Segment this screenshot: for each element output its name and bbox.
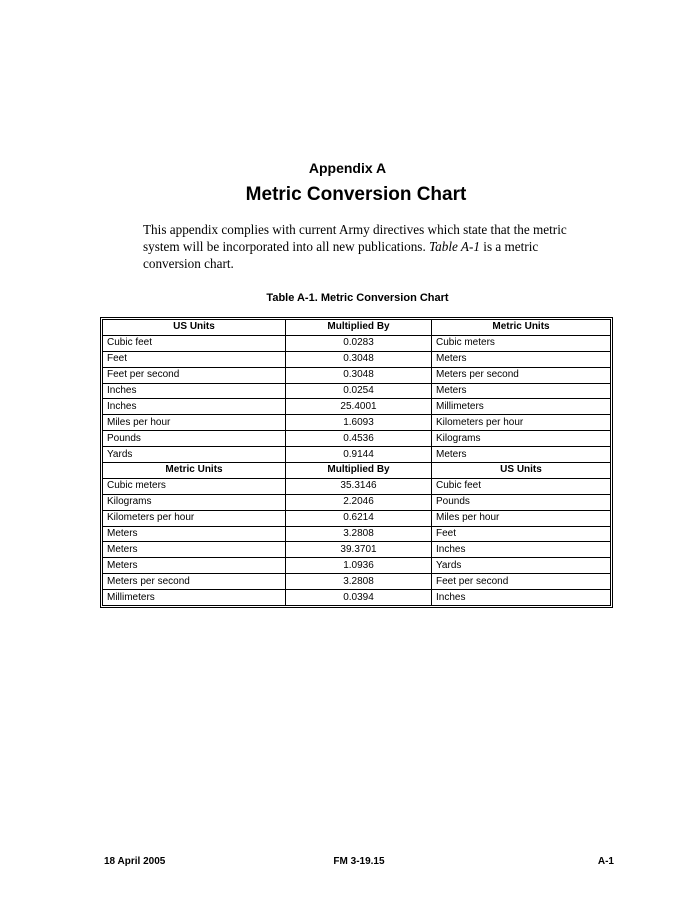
table-cell-to-unit: Inches — [432, 542, 611, 558]
table-cell-to-unit: Feet — [432, 526, 611, 542]
table-cell-from-unit: Meters — [103, 558, 286, 574]
table-row — [103, 399, 611, 415]
table-cell-from-unit: Millimeters — [103, 590, 286, 606]
table-cell-from-unit: Inches — [103, 383, 286, 399]
table-row — [103, 367, 611, 383]
table-cell-to-unit: Kilograms — [432, 431, 611, 447]
table-cell-factor: 0.0283 — [286, 335, 432, 351]
conversion-table-frame — [100, 317, 613, 608]
intro-table-reference: Table A-1 — [429, 239, 480, 254]
table-cell-to-unit: Meters per second — [432, 367, 611, 383]
table-cell-to-unit: Cubic meters — [432, 335, 611, 351]
table-cell-from-unit: Inches — [103, 399, 286, 415]
table-row — [103, 351, 611, 367]
table-cell-factor: 3.2808 — [286, 574, 432, 590]
column-header: US Units — [432, 463, 611, 479]
page-title: Metric Conversion Chart — [245, 184, 467, 205]
table-row — [103, 558, 611, 574]
table-cell-to-unit: Meters — [432, 447, 611, 463]
table-row — [103, 494, 611, 510]
table-cell-factor: 3.2808 — [286, 526, 432, 542]
table-cell-factor: 0.6214 — [286, 510, 432, 526]
table-cell-factor: 0.0254 — [286, 383, 432, 399]
column-header: Metric Units — [432, 320, 611, 336]
table-cell-factor: 1.6093 — [286, 415, 432, 431]
page-footer — [104, 856, 614, 870]
table-cell-factor: 0.3048 — [286, 367, 432, 383]
table-row — [103, 542, 611, 558]
table-cell-to-unit: Cubic feet — [432, 478, 611, 494]
table-cell-factor: 0.4536 — [286, 431, 432, 447]
table-cell-to-unit: Feet per second — [432, 574, 611, 590]
table-cell-from-unit: Meters — [103, 526, 286, 542]
table-cell-to-unit: Miles per hour — [432, 510, 611, 526]
table-cell-factor: 25.4001 — [286, 399, 432, 415]
conversion-table — [102, 319, 611, 606]
table-cell-from-unit: Feet — [103, 351, 286, 367]
intro-text-after: is a metric conversion chart. — [143, 239, 539, 271]
table-cell-factor: 1.0936 — [286, 558, 432, 574]
table-cell-from-unit: Cubic meters — [103, 478, 286, 494]
table-cell-factor: 0.0394 — [286, 590, 432, 606]
table-cell-to-unit: Yards — [432, 558, 611, 574]
table-row — [103, 447, 611, 463]
column-header: US Units — [103, 320, 286, 336]
table-cell-factor: 39.3701 — [286, 542, 432, 558]
table-cell-to-unit: Inches — [432, 590, 611, 606]
table-row — [103, 526, 611, 542]
footer-publication: FM 3-19.15 — [333, 856, 385, 867]
table-row — [103, 590, 611, 606]
table-cell-factor: 0.9144 — [286, 447, 432, 463]
table-cell-from-unit: Yards — [103, 447, 286, 463]
table-cell-to-unit: Kilometers per hour — [432, 415, 611, 431]
table-row — [103, 335, 611, 351]
intro-paragraph — [143, 221, 583, 272]
table-header-row — [103, 463, 611, 479]
table-caption: Table A-1. Metric Conversion Chart — [266, 292, 449, 304]
table-row — [103, 574, 611, 590]
table-cell-to-unit: Meters — [432, 351, 611, 367]
table-cell-from-unit: Kilometers per hour — [103, 510, 286, 526]
table-row — [103, 478, 611, 494]
table-cell-to-unit: Meters — [432, 383, 611, 399]
table-cell-from-unit: Cubic feet — [103, 335, 286, 351]
intro-text-before: This appendix complies with current Army directives which state that the metric system will be incorporated into all new publications. — [143, 222, 567, 254]
table-cell-factor: 0.3048 — [286, 351, 432, 367]
table-row — [103, 510, 611, 526]
table-row — [103, 431, 611, 447]
table-header-row — [103, 320, 611, 336]
appendix-label: Appendix A — [308, 160, 387, 176]
table-cell-from-unit: Pounds — [103, 431, 286, 447]
table-cell-from-unit: Feet per second — [103, 367, 286, 383]
table-cell-from-unit: Meters — [103, 542, 286, 558]
table-cell-to-unit: Millimeters — [432, 399, 611, 415]
column-header: Multiplied By — [286, 463, 432, 479]
table-cell-from-unit: Kilograms — [103, 494, 286, 510]
footer-page-number: A-1 — [597, 856, 614, 867]
column-header: Metric Units — [103, 463, 286, 479]
table-row — [103, 383, 611, 399]
table-cell-factor: 35.3146 — [286, 478, 432, 494]
table-cell-to-unit: Pounds — [432, 494, 611, 510]
footer-date: 18 April 2005 — [104, 856, 166, 867]
table-cell-factor: 2.2046 — [286, 494, 432, 510]
table-cell-from-unit: Miles per hour — [103, 415, 286, 431]
table-row — [103, 415, 611, 431]
table-cell-from-unit: Meters per second — [103, 574, 286, 590]
column-header: Multiplied By — [286, 320, 432, 336]
